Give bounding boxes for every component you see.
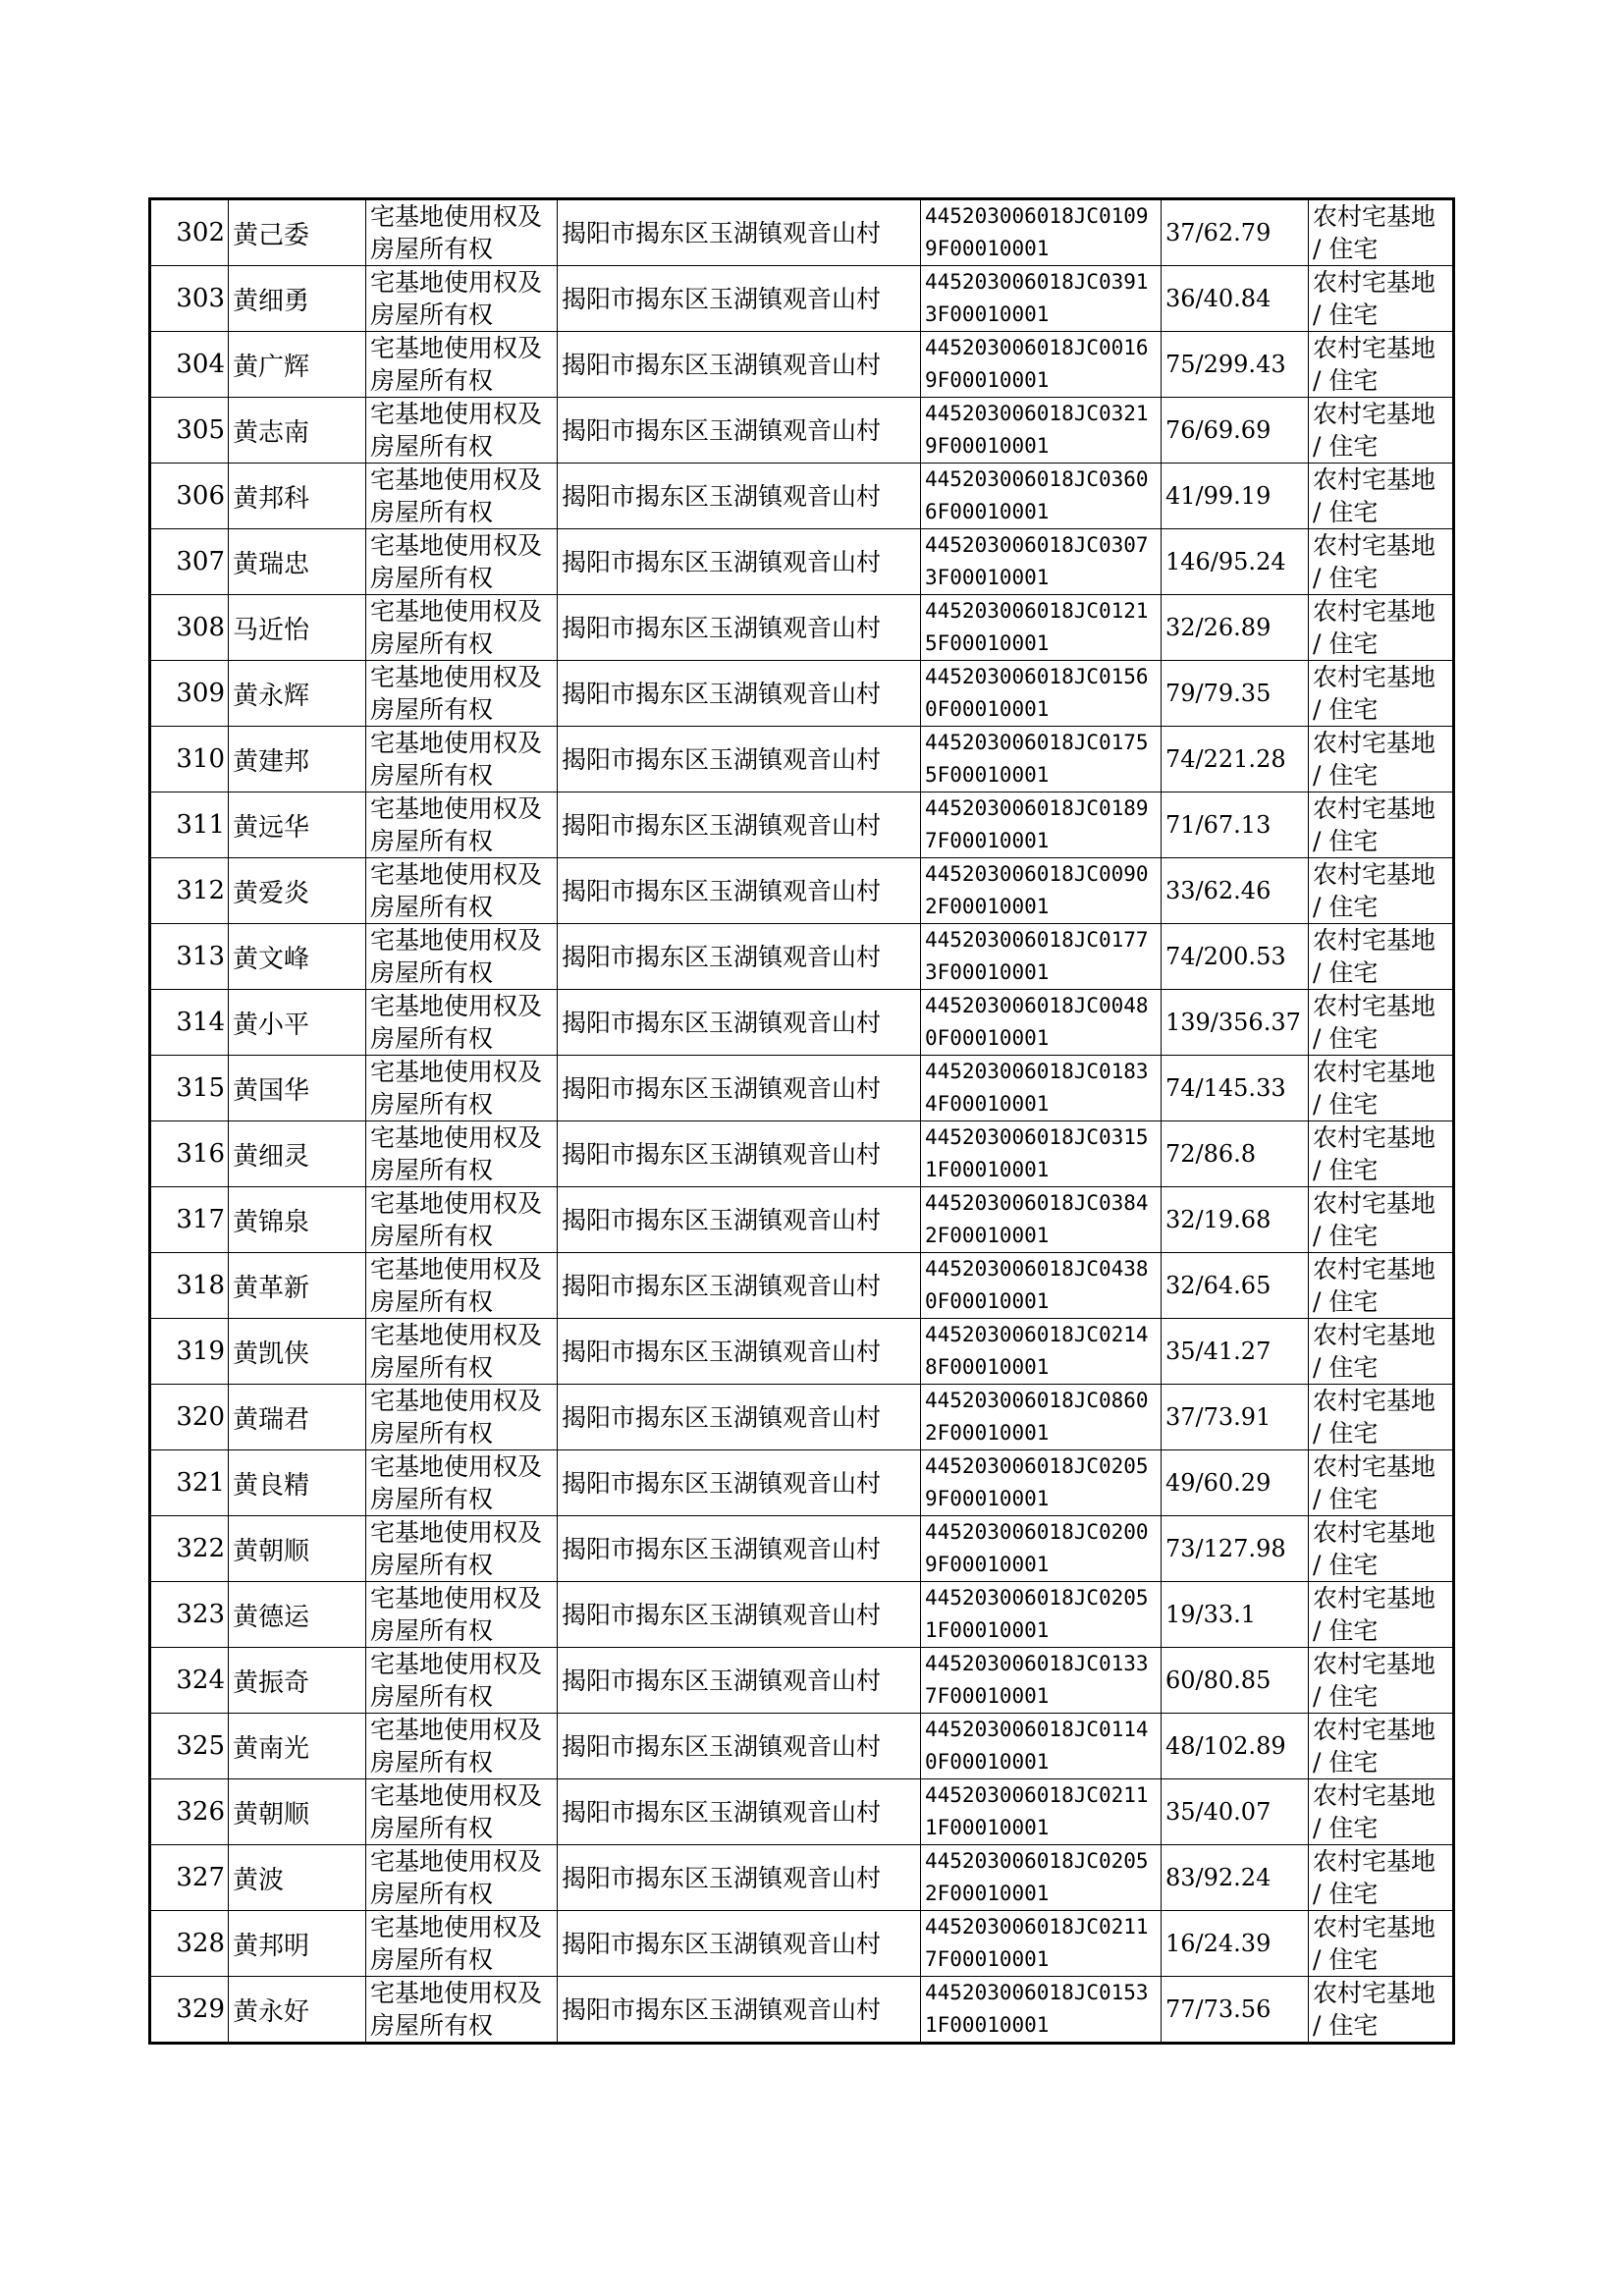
table-row [150,199,1454,266]
area-cell: 49/60.29 [1162,1450,1309,1516]
location-cell: 揭阳市揭东区玉湖镇观音山村 [558,1845,921,1911]
unit-code-cell: 445203006018JC01215F00010001 [921,595,1162,661]
land-use-cell: 农村宅基地 / 住宅 [1309,858,1454,924]
location-cell: 揭阳市揭东区玉湖镇观音山村 [558,266,921,332]
location-cell: 揭阳市揭东区玉湖镇观音山村 [558,464,921,529]
land-use-cell: 农村宅基地 / 住宅 [1309,1187,1454,1253]
row-number-cell: 307 [150,529,229,595]
owner-name-cell: 黄远华 [229,792,366,858]
unit-code-cell: 445203006018JC02052F00010001 [921,1845,1162,1911]
area-cell: 72/86.8 [1162,1121,1309,1187]
location-cell: 揭阳市揭东区玉湖镇观音山村 [558,1911,921,1977]
table-row [150,858,1454,924]
area-cell: 71/67.13 [1162,792,1309,858]
land-use-cell: 农村宅基地 / 住宅 [1309,727,1454,792]
unit-code-cell: 445203006018JC01773F00010001 [921,924,1162,990]
land-use-cell: 农村宅基地 / 住宅 [1309,990,1454,1056]
area-cell: 60/80.85 [1162,1648,1309,1714]
table-row [150,1582,1454,1648]
location-cell: 揭阳市揭东区玉湖镇观音山村 [558,1056,921,1121]
area-cell: 74/221.28 [1162,727,1309,792]
land-use-cell: 农村宅基地 / 住宅 [1309,464,1454,529]
table-row [150,1845,1454,1911]
location-cell: 揭阳市揭东区玉湖镇观音山村 [558,990,921,1056]
table-row [150,1121,1454,1187]
owner-name-cell: 黄朝顺 [229,1516,366,1582]
registry-table-body [150,199,1454,2044]
land-use-cell: 农村宅基地 / 住宅 [1309,1977,1454,2044]
area-cell: 36/40.84 [1162,266,1309,332]
area-cell: 19/33.1 [1162,1582,1309,1648]
owner-name-cell: 黄细灵 [229,1121,366,1187]
unit-code-cell: 445203006018JC01140F00010001 [921,1714,1162,1779]
row-number-cell: 323 [150,1582,229,1648]
table-row [150,464,1454,529]
location-cell: 揭阳市揭东区玉湖镇观音山村 [558,792,921,858]
table-row [150,661,1454,727]
right-type-cell: 宅基地使用权及房屋所有权 [366,1582,558,1648]
row-number-cell: 314 [150,990,229,1056]
land-use-cell: 农村宅基地 / 住宅 [1309,1911,1454,1977]
owner-name-cell: 黄革新 [229,1253,366,1319]
right-type-cell: 宅基地使用权及房屋所有权 [366,1714,558,1779]
land-use-cell: 农村宅基地 / 住宅 [1309,1319,1454,1385]
unit-code-cell: 445203006018JC01099F00010001 [921,199,1162,266]
owner-name-cell: 黄良精 [229,1450,366,1516]
area-cell: 73/127.98 [1162,1516,1309,1582]
unit-code-cell: 445203006018JC02009F00010001 [921,1516,1162,1582]
location-cell: 揭阳市揭东区玉湖镇观音山村 [558,595,921,661]
land-use-cell: 农村宅基地 / 住宅 [1309,1385,1454,1450]
registry-table [148,197,1455,2045]
row-number-cell: 309 [150,661,229,727]
unit-code-cell: 445203006018JC00169F00010001 [921,332,1162,398]
table-row [150,727,1454,792]
land-use-cell: 农村宅基地 / 住宅 [1309,924,1454,990]
area-cell: 77/73.56 [1162,1977,1309,2044]
row-number-cell: 305 [150,398,229,464]
unit-code-cell: 445203006018JC01834F00010001 [921,1056,1162,1121]
table-row [150,595,1454,661]
table-row [150,1714,1454,1779]
area-cell: 83/92.24 [1162,1845,1309,1911]
land-use-cell: 农村宅基地 / 住宅 [1309,792,1454,858]
row-number-cell: 318 [150,1253,229,1319]
land-use-cell: 农村宅基地 / 住宅 [1309,661,1454,727]
land-use-cell: 农村宅基地 / 住宅 [1309,1121,1454,1187]
unit-code-cell: 445203006018JC00902F00010001 [921,858,1162,924]
right-type-cell: 宅基地使用权及房屋所有权 [366,1845,558,1911]
owner-name-cell: 黄邦科 [229,464,366,529]
right-type-cell: 宅基地使用权及房屋所有权 [366,1648,558,1714]
location-cell: 揭阳市揭东区玉湖镇观音山村 [558,1516,921,1582]
row-number-cell: 311 [150,792,229,858]
unit-code-cell: 445203006018JC03913F00010001 [921,266,1162,332]
table-row [150,1779,1454,1845]
land-use-cell: 农村宅基地 / 住宅 [1309,1450,1454,1516]
unit-code-cell: 445203006018JC03151F00010001 [921,1121,1162,1187]
right-type-cell: 宅基地使用权及房屋所有权 [366,332,558,398]
unit-code-cell: 445203006018JC03842F00010001 [921,1187,1162,1253]
land-use-cell: 农村宅基地 / 住宅 [1309,529,1454,595]
owner-name-cell: 黄小平 [229,990,366,1056]
land-use-cell: 农村宅基地 / 住宅 [1309,1253,1454,1319]
owner-name-cell: 黄锦泉 [229,1187,366,1253]
owner-name-cell: 黄邦明 [229,1911,366,1977]
row-number-cell: 312 [150,858,229,924]
area-cell: 32/64.65 [1162,1253,1309,1319]
row-number-cell: 322 [150,1516,229,1582]
location-cell: 揭阳市揭东区玉湖镇观音山村 [558,1319,921,1385]
row-number-cell: 324 [150,1648,229,1714]
area-cell: 37/73.91 [1162,1385,1309,1450]
location-cell: 揭阳市揭东区玉湖镇观音山村 [558,1977,921,2044]
land-use-cell: 农村宅基地 / 住宅 [1309,1648,1454,1714]
unit-code-cell: 445203006018JC01560F00010001 [921,661,1162,727]
land-use-cell: 农村宅基地 / 住宅 [1309,1516,1454,1582]
area-cell: 48/102.89 [1162,1714,1309,1779]
table-row [150,398,1454,464]
table-row [150,1319,1454,1385]
unit-code-cell: 445203006018JC03219F00010001 [921,398,1162,464]
row-number-cell: 327 [150,1845,229,1911]
row-number-cell: 320 [150,1385,229,1450]
owner-name-cell: 黄瑞忠 [229,529,366,595]
land-use-cell: 农村宅基地 / 住宅 [1309,1582,1454,1648]
right-type-cell: 宅基地使用权及房屋所有权 [366,464,558,529]
right-type-cell: 宅基地使用权及房屋所有权 [366,595,558,661]
location-cell: 揭阳市揭东区玉湖镇观音山村 [558,1582,921,1648]
unit-code-cell: 445203006018JC02117F00010001 [921,1911,1162,1977]
location-cell: 揭阳市揭东区玉湖镇观音山村 [558,529,921,595]
location-cell: 揭阳市揭东区玉湖镇观音山村 [558,332,921,398]
right-type-cell: 宅基地使用权及房屋所有权 [366,1977,558,2044]
unit-code-cell: 445203006018JC02051F00010001 [921,1582,1162,1648]
owner-name-cell: 黄永好 [229,1977,366,2044]
right-type-cell: 宅基地使用权及房屋所有权 [366,1779,558,1845]
unit-code-cell: 445203006018JC02148F00010001 [921,1319,1162,1385]
unit-code-cell: 445203006018JC01755F00010001 [921,727,1162,792]
row-number-cell: 303 [150,266,229,332]
right-type-cell: 宅基地使用权及房屋所有权 [366,1056,558,1121]
table-row [150,1977,1454,2044]
location-cell: 揭阳市揭东区玉湖镇观音山村 [558,1450,921,1516]
table-row [150,1450,1454,1516]
location-cell: 揭阳市揭东区玉湖镇观音山村 [558,1779,921,1845]
row-number-cell: 319 [150,1319,229,1385]
land-use-cell: 农村宅基地 / 住宅 [1309,332,1454,398]
land-use-cell: 农村宅基地 / 住宅 [1309,1714,1454,1779]
owner-name-cell: 马近怡 [229,595,366,661]
location-cell: 揭阳市揭东区玉湖镇观音山村 [558,1187,921,1253]
table-row [150,1187,1454,1253]
owner-name-cell: 黄爱炎 [229,858,366,924]
right-type-cell: 宅基地使用权及房屋所有权 [366,1187,558,1253]
unit-code-cell: 445203006018JC03073F00010001 [921,529,1162,595]
owner-name-cell: 黄振奇 [229,1648,366,1714]
location-cell: 揭阳市揭东区玉湖镇观音山村 [558,924,921,990]
row-number-cell: 326 [150,1779,229,1845]
table-row [150,1056,1454,1121]
area-cell: 79/79.35 [1162,661,1309,727]
location-cell: 揭阳市揭东区玉湖镇观音山村 [558,727,921,792]
table-row [150,1253,1454,1319]
location-cell: 揭阳市揭东区玉湖镇观音山村 [558,661,921,727]
owner-name-cell: 黄广辉 [229,332,366,398]
table-row [150,1516,1454,1582]
area-cell: 74/145.33 [1162,1056,1309,1121]
right-type-cell: 宅基地使用权及房屋所有权 [366,858,558,924]
owner-name-cell: 黄德运 [229,1582,366,1648]
row-number-cell: 308 [150,595,229,661]
unit-code-cell: 445203006018JC01897F00010001 [921,792,1162,858]
right-type-cell: 宅基地使用权及房屋所有权 [366,727,558,792]
area-cell: 33/62.46 [1162,858,1309,924]
location-cell: 揭阳市揭东区玉湖镇观音山村 [558,858,921,924]
area-cell: 37/62.79 [1162,199,1309,266]
unit-code-cell: 445203006018JC00480F00010001 [921,990,1162,1056]
right-type-cell: 宅基地使用权及房屋所有权 [366,661,558,727]
land-use-cell: 农村宅基地 / 住宅 [1309,1056,1454,1121]
right-type-cell: 宅基地使用权及房屋所有权 [366,1385,558,1450]
area-cell: 32/26.89 [1162,595,1309,661]
owner-name-cell: 黄建邦 [229,727,366,792]
location-cell: 揭阳市揭东区玉湖镇观音山村 [558,1648,921,1714]
unit-code-cell: 445203006018JC01337F00010001 [921,1648,1162,1714]
area-cell: 16/24.39 [1162,1911,1309,1977]
row-number-cell: 321 [150,1450,229,1516]
owner-name-cell: 黄凯侠 [229,1319,366,1385]
row-number-cell: 302 [150,199,229,266]
owner-name-cell: 黄瑞君 [229,1385,366,1450]
area-cell: 139/356.37 [1162,990,1309,1056]
unit-code-cell: 445203006018JC04380F00010001 [921,1253,1162,1319]
area-cell: 74/200.53 [1162,924,1309,990]
unit-code-cell: 445203006018JC01531F00010001 [921,1977,1162,2044]
right-type-cell: 宅基地使用权及房屋所有权 [366,1516,558,1582]
row-number-cell: 328 [150,1911,229,1977]
location-cell: 揭阳市揭东区玉湖镇观音山村 [558,1385,921,1450]
row-number-cell: 325 [150,1714,229,1779]
area-cell: 75/299.43 [1162,332,1309,398]
right-type-cell: 宅基地使用权及房屋所有权 [366,266,558,332]
right-type-cell: 宅基地使用权及房屋所有权 [366,199,558,266]
area-cell: 76/69.69 [1162,398,1309,464]
owner-name-cell: 黄波 [229,1845,366,1911]
right-type-cell: 宅基地使用权及房屋所有权 [366,990,558,1056]
right-type-cell: 宅基地使用权及房屋所有权 [366,1319,558,1385]
owner-name-cell: 黄朝顺 [229,1779,366,1845]
land-use-cell: 农村宅基地 / 住宅 [1309,595,1454,661]
owner-name-cell: 黄己委 [229,199,366,266]
area-cell: 32/19.68 [1162,1187,1309,1253]
row-number-cell: 317 [150,1187,229,1253]
table-row [150,1385,1454,1450]
right-type-cell: 宅基地使用权及房屋所有权 [366,1121,558,1187]
owner-name-cell: 黄永辉 [229,661,366,727]
location-cell: 揭阳市揭东区玉湖镇观音山村 [558,199,921,266]
land-use-cell: 农村宅基地 / 住宅 [1309,1779,1454,1845]
table-row [150,332,1454,398]
right-type-cell: 宅基地使用权及房屋所有权 [366,792,558,858]
area-cell: 146/95.24 [1162,529,1309,595]
owner-name-cell: 黄细勇 [229,266,366,332]
unit-code-cell: 445203006018JC02059F00010001 [921,1450,1162,1516]
table-row [150,924,1454,990]
row-number-cell: 329 [150,1977,229,2044]
area-cell: 41/99.19 [1162,464,1309,529]
land-use-cell: 农村宅基地 / 住宅 [1309,1845,1454,1911]
land-use-cell: 农村宅基地 / 住宅 [1309,266,1454,332]
row-number-cell: 316 [150,1121,229,1187]
owner-name-cell: 黄志南 [229,398,366,464]
area-cell: 35/40.07 [1162,1779,1309,1845]
table-row [150,990,1454,1056]
row-number-cell: 304 [150,332,229,398]
unit-code-cell: 445203006018JC08602F00010001 [921,1385,1162,1450]
table-row [150,1911,1454,1977]
table-row [150,266,1454,332]
owner-name-cell: 黄文峰 [229,924,366,990]
owner-name-cell: 黄南光 [229,1714,366,1779]
table-row [150,1648,1454,1714]
location-cell: 揭阳市揭东区玉湖镇观音山村 [558,1121,921,1187]
table-row [150,529,1454,595]
right-type-cell: 宅基地使用权及房屋所有权 [366,398,558,464]
right-type-cell: 宅基地使用权及房屋所有权 [366,1450,558,1516]
right-type-cell: 宅基地使用权及房屋所有权 [366,924,558,990]
unit-code-cell: 445203006018JC02111F00010001 [921,1779,1162,1845]
right-type-cell: 宅基地使用权及房屋所有权 [366,1253,558,1319]
right-type-cell: 宅基地使用权及房屋所有权 [366,529,558,595]
owner-name-cell: 黄国华 [229,1056,366,1121]
table-row [150,792,1454,858]
right-type-cell: 宅基地使用权及房屋所有权 [366,1911,558,1977]
area-cell: 35/41.27 [1162,1319,1309,1385]
row-number-cell: 313 [150,924,229,990]
location-cell: 揭阳市揭东区玉湖镇观音山村 [558,1253,921,1319]
land-use-cell: 农村宅基地 / 住宅 [1309,199,1454,266]
row-number-cell: 315 [150,1056,229,1121]
land-use-cell: 农村宅基地 / 住宅 [1309,398,1454,464]
location-cell: 揭阳市揭东区玉湖镇观音山村 [558,1714,921,1779]
location-cell: 揭阳市揭东区玉湖镇观音山村 [558,398,921,464]
row-number-cell: 310 [150,727,229,792]
unit-code-cell: 445203006018JC03606F00010001 [921,464,1162,529]
row-number-cell: 306 [150,464,229,529]
